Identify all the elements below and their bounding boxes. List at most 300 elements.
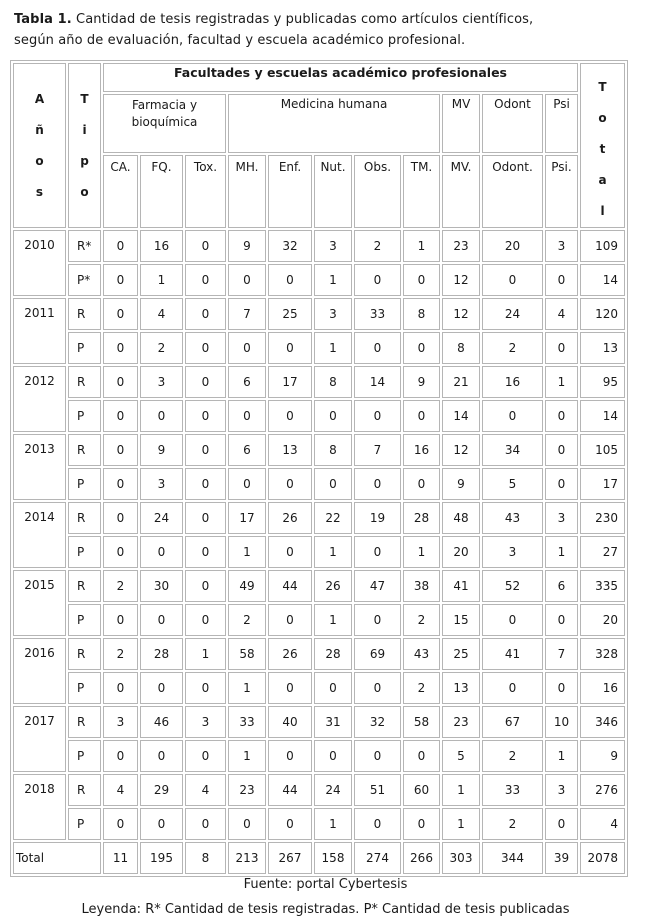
value-cell: 5 xyxy=(482,468,543,500)
table-caption xyxy=(14,9,644,51)
tipo-letter: i xyxy=(82,122,87,137)
anos-letter: s xyxy=(35,184,44,199)
value-cell: 0 xyxy=(185,468,226,500)
value-cell: 1 xyxy=(442,774,480,806)
value-cell: 28 xyxy=(403,502,440,534)
value-cell: 60 xyxy=(403,774,440,806)
value-cell: 0 xyxy=(140,604,183,636)
value-cell: 0 xyxy=(140,740,183,772)
value-cell: 0 xyxy=(268,808,312,840)
row-total-cell: 4 xyxy=(580,808,625,840)
value-cell: 0 xyxy=(482,604,543,636)
value-cell: 43 xyxy=(403,638,440,670)
source-note: Fuente: portal Cybertesis xyxy=(243,877,408,892)
value-cell: 49 xyxy=(228,570,266,602)
value-cell: 0 xyxy=(103,400,138,432)
year-cell: 2014 xyxy=(13,502,66,568)
value-cell: 3 xyxy=(314,298,352,330)
year-cell: 2011 xyxy=(13,298,66,364)
total-value-cell: 8 xyxy=(185,842,226,874)
value-cell: 4 xyxy=(103,774,138,806)
value-cell: 58 xyxy=(228,638,266,670)
row-total-cell: 27 xyxy=(580,536,625,568)
table-row xyxy=(13,706,625,738)
tipo-letter: p xyxy=(80,153,89,168)
type-cell: R xyxy=(68,706,101,738)
caption-label: Tabla 1. xyxy=(14,12,72,27)
total-value-cell: 274 xyxy=(354,842,401,874)
value-cell: 0 xyxy=(403,468,440,500)
total-value-cell: 213 xyxy=(228,842,266,874)
table-row xyxy=(13,672,625,704)
value-cell: 0 xyxy=(403,332,440,364)
column-header-row xyxy=(13,155,625,228)
value-cell: 0 xyxy=(545,264,578,296)
type-cell: R xyxy=(68,774,101,806)
value-cell: 3 xyxy=(140,468,183,500)
year-cell: 2018 xyxy=(13,774,66,840)
value-cell: 46 xyxy=(140,706,183,738)
value-cell: 28 xyxy=(314,638,352,670)
value-cell: 8 xyxy=(442,332,480,364)
type-cell: P xyxy=(68,468,101,500)
value-cell: 69 xyxy=(354,638,401,670)
value-cell: 9 xyxy=(403,366,440,398)
value-cell: 0 xyxy=(268,468,312,500)
value-cell: 41 xyxy=(442,570,480,602)
total-value-cell: 11 xyxy=(103,842,138,874)
value-cell: 2 xyxy=(228,604,266,636)
value-cell: 0 xyxy=(228,400,266,432)
value-cell: 12 xyxy=(442,264,480,296)
table-row xyxy=(13,264,625,296)
value-cell: 0 xyxy=(403,264,440,296)
value-cell: 33 xyxy=(482,774,543,806)
table-row xyxy=(13,536,625,568)
anos-letter: ñ xyxy=(35,122,44,137)
tipo-header xyxy=(68,63,101,228)
caption-text-line2: según año de evaluación, facultad y escuela académico profesional. xyxy=(14,33,466,48)
total-letter: o xyxy=(598,111,607,125)
row-total-cell: 105 xyxy=(580,434,625,466)
value-cell: 6 xyxy=(228,366,266,398)
value-cell: 7 xyxy=(228,298,266,330)
value-cell: 2 xyxy=(354,230,401,262)
table-wrapper xyxy=(10,60,628,877)
type-cell: P xyxy=(68,604,101,636)
type-cell: R xyxy=(68,298,101,330)
value-cell: 14 xyxy=(354,366,401,398)
value-cell: 1 xyxy=(228,740,266,772)
type-cell: P xyxy=(68,808,101,840)
value-cell: 0 xyxy=(103,672,138,704)
value-cell: 1 xyxy=(403,230,440,262)
value-cell: 0 xyxy=(103,740,138,772)
value-cell: 13 xyxy=(442,672,480,704)
value-cell: 3 xyxy=(314,230,352,262)
value-cell: 34 xyxy=(482,434,543,466)
value-cell: 33 xyxy=(354,298,401,330)
value-cell: 0 xyxy=(103,604,138,636)
value-cell: 6 xyxy=(545,570,578,602)
value-cell: 8 xyxy=(314,366,352,398)
value-cell: 0 xyxy=(185,604,226,636)
value-cell: 2 xyxy=(482,740,543,772)
value-cell: 44 xyxy=(268,774,312,806)
value-cell: 1 xyxy=(314,536,352,568)
thesis-table xyxy=(10,60,628,877)
value-cell: 1 xyxy=(442,808,480,840)
row-total-cell: 335 xyxy=(580,570,625,602)
value-cell: 0 xyxy=(103,502,138,534)
value-cell: 0 xyxy=(545,604,578,636)
value-cell: 30 xyxy=(140,570,183,602)
type-cell: P* xyxy=(68,264,101,296)
row-total-cell: 346 xyxy=(580,706,625,738)
column-header: MV. xyxy=(442,155,480,228)
value-cell: 0 xyxy=(545,332,578,364)
anos-letter: A xyxy=(34,91,45,106)
column-header: Tox. xyxy=(185,155,226,228)
table-row xyxy=(13,774,625,806)
value-cell: 1 xyxy=(228,536,266,568)
value-cell: 0 xyxy=(354,536,401,568)
type-cell: R xyxy=(68,638,101,670)
value-cell: 28 xyxy=(140,638,183,670)
value-cell: 0 xyxy=(185,570,226,602)
column-header: FQ. xyxy=(140,155,183,228)
column-header: Enf. xyxy=(268,155,312,228)
column-header: Obs. xyxy=(354,155,401,228)
value-cell: 14 xyxy=(442,400,480,432)
value-cell: 0 xyxy=(545,434,578,466)
value-cell: 0 xyxy=(354,808,401,840)
value-cell: 22 xyxy=(314,502,352,534)
value-cell: 26 xyxy=(268,638,312,670)
value-cell: 0 xyxy=(140,808,183,840)
value-cell: 47 xyxy=(354,570,401,602)
table-row xyxy=(13,570,625,602)
value-cell: 0 xyxy=(103,264,138,296)
value-cell: 0 xyxy=(545,400,578,432)
group-psi: Psi xyxy=(545,94,578,153)
total-letter: t xyxy=(599,142,606,156)
value-cell: 0 xyxy=(185,298,226,330)
value-cell: 23 xyxy=(442,230,480,262)
value-cell: 1 xyxy=(545,536,578,568)
year-cell: 2017 xyxy=(13,706,66,772)
total-value-cell: 266 xyxy=(403,842,440,874)
total-row xyxy=(13,842,625,874)
row-total-cell: 95 xyxy=(580,366,625,398)
value-cell: 0 xyxy=(185,672,226,704)
value-cell: 0 xyxy=(103,536,138,568)
value-cell: 0 xyxy=(314,468,352,500)
value-cell: 13 xyxy=(268,434,312,466)
table-row xyxy=(13,740,625,772)
value-cell: 0 xyxy=(228,468,266,500)
value-cell: 15 xyxy=(442,604,480,636)
value-cell: 32 xyxy=(354,706,401,738)
value-cell: 2 xyxy=(103,570,138,602)
value-cell: 9 xyxy=(228,230,266,262)
value-cell: 1 xyxy=(228,672,266,704)
value-cell: 16 xyxy=(482,366,543,398)
value-cell: 21 xyxy=(442,366,480,398)
value-cell: 23 xyxy=(442,706,480,738)
value-cell: 0 xyxy=(185,332,226,364)
value-cell: 0 xyxy=(314,400,352,432)
table-row xyxy=(13,434,625,466)
value-cell: 5 xyxy=(442,740,480,772)
value-cell: 24 xyxy=(140,502,183,534)
value-cell: 0 xyxy=(103,468,138,500)
type-cell: R xyxy=(68,366,101,398)
value-cell: 48 xyxy=(442,502,480,534)
value-cell: 0 xyxy=(140,672,183,704)
value-cell: 17 xyxy=(228,502,266,534)
value-cell: 8 xyxy=(403,298,440,330)
anos-letter: o xyxy=(35,153,44,168)
row-total-cell: 230 xyxy=(580,502,625,534)
row-total-cell: 328 xyxy=(580,638,625,670)
value-cell: 2 xyxy=(140,332,183,364)
total-value-cell: 195 xyxy=(140,842,183,874)
total-letter: l xyxy=(600,204,605,218)
row-total-cell: 120 xyxy=(580,298,625,330)
value-cell: 0 xyxy=(103,434,138,466)
total-header xyxy=(580,63,625,228)
value-cell: 3 xyxy=(103,706,138,738)
value-cell: 32 xyxy=(268,230,312,262)
type-cell: P xyxy=(68,400,101,432)
value-cell: 0 xyxy=(403,740,440,772)
value-cell: 0 xyxy=(354,604,401,636)
value-cell: 0 xyxy=(314,740,352,772)
group-odont: Odont xyxy=(482,94,543,153)
row-total-cell: 16 xyxy=(580,672,625,704)
value-cell: 0 xyxy=(354,264,401,296)
tipo-letter: T xyxy=(80,91,89,106)
year-cell: 2013 xyxy=(13,434,66,500)
total-value-cell: 158 xyxy=(314,842,352,874)
value-cell: 1 xyxy=(185,638,226,670)
value-cell: 26 xyxy=(314,570,352,602)
row-total-cell: 9 xyxy=(580,740,625,772)
value-cell: 0 xyxy=(314,672,352,704)
column-header: CA. xyxy=(103,155,138,228)
value-cell: 7 xyxy=(354,434,401,466)
value-cell: 67 xyxy=(482,706,543,738)
type-cell: R xyxy=(68,570,101,602)
value-cell: 24 xyxy=(482,298,543,330)
value-cell: 31 xyxy=(314,706,352,738)
value-cell: 0 xyxy=(268,400,312,432)
value-cell: 12 xyxy=(442,298,480,330)
value-cell: 19 xyxy=(354,502,401,534)
value-cell: 12 xyxy=(442,434,480,466)
caption-text-line1: Cantidad de tesis registradas y publicadas como artículos científicos, xyxy=(76,12,534,27)
value-cell: 0 xyxy=(185,400,226,432)
value-cell: 0 xyxy=(228,264,266,296)
row-total-cell: 109 xyxy=(580,230,625,262)
value-cell: 0 xyxy=(545,468,578,500)
value-cell: 0 xyxy=(268,264,312,296)
value-cell: 44 xyxy=(268,570,312,602)
value-cell: 0 xyxy=(545,672,578,704)
value-cell: 0 xyxy=(185,502,226,534)
value-cell: 1 xyxy=(314,808,352,840)
value-cell: 3 xyxy=(545,230,578,262)
type-cell: P xyxy=(68,332,101,364)
value-cell: 9 xyxy=(442,468,480,500)
value-cell: 0 xyxy=(185,740,226,772)
total-label-cell: Total xyxy=(13,842,101,874)
value-cell: 3 xyxy=(185,706,226,738)
value-cell: 2 xyxy=(482,332,543,364)
value-cell: 8 xyxy=(314,434,352,466)
value-cell: 1 xyxy=(314,264,352,296)
total-vertical-label xyxy=(581,72,624,227)
value-cell: 0 xyxy=(268,536,312,568)
row-total-cell: 17 xyxy=(580,468,625,500)
table-row xyxy=(13,230,625,262)
value-cell: 51 xyxy=(354,774,401,806)
value-cell: 1 xyxy=(314,332,352,364)
value-cell: 16 xyxy=(140,230,183,262)
column-header: Psi. xyxy=(545,155,578,228)
value-cell: 25 xyxy=(268,298,312,330)
table-row xyxy=(13,298,625,330)
value-cell: 0 xyxy=(354,468,401,500)
value-cell: 41 xyxy=(482,638,543,670)
table-row xyxy=(13,332,625,364)
year-cell: 2012 xyxy=(13,366,66,432)
value-cell: 0 xyxy=(185,434,226,466)
value-cell: 0 xyxy=(268,672,312,704)
value-cell: 1 xyxy=(314,604,352,636)
year-cell: 2016 xyxy=(13,638,66,704)
row-total-cell: 276 xyxy=(580,774,625,806)
value-cell: 43 xyxy=(482,502,543,534)
value-cell: 0 xyxy=(545,808,578,840)
value-cell: 2 xyxy=(482,808,543,840)
value-cell: 0 xyxy=(140,536,183,568)
value-cell: 3 xyxy=(482,536,543,568)
value-cell: 25 xyxy=(442,638,480,670)
value-cell: 3 xyxy=(545,774,578,806)
row-total-cell: 14 xyxy=(580,264,625,296)
total-letter: T xyxy=(598,80,607,94)
table-row xyxy=(13,468,625,500)
value-cell: 20 xyxy=(482,230,543,262)
tipo-vertical-label xyxy=(69,84,100,208)
tipo-letter: o xyxy=(80,184,89,199)
value-cell: 23 xyxy=(228,774,266,806)
value-cell: 0 xyxy=(482,264,543,296)
value-cell: 2 xyxy=(103,638,138,670)
value-cell: 1 xyxy=(140,264,183,296)
value-cell: 3 xyxy=(140,366,183,398)
value-cell: 40 xyxy=(268,706,312,738)
value-cell: 1 xyxy=(545,740,578,772)
table-row xyxy=(13,604,625,636)
total-value-cell: 267 xyxy=(268,842,312,874)
table-row xyxy=(13,808,625,840)
value-cell: 0 xyxy=(354,332,401,364)
value-cell: 4 xyxy=(140,298,183,330)
value-cell: 0 xyxy=(354,400,401,432)
value-cell: 4 xyxy=(545,298,578,330)
value-cell: 7 xyxy=(545,638,578,670)
grand-total-cell: 2078 xyxy=(580,842,625,874)
column-header: Odont. xyxy=(482,155,543,228)
value-cell: 0 xyxy=(482,672,543,704)
table-row xyxy=(13,502,625,534)
value-cell: 29 xyxy=(140,774,183,806)
value-cell: 24 xyxy=(314,774,352,806)
year-cell: 2015 xyxy=(13,570,66,636)
value-cell: 10 xyxy=(545,706,578,738)
row-total-cell: 20 xyxy=(580,604,625,636)
value-cell: 0 xyxy=(354,672,401,704)
row-total-cell: 14 xyxy=(580,400,625,432)
value-cell: 0 xyxy=(103,230,138,262)
value-cell: 0 xyxy=(228,808,266,840)
type-cell: R xyxy=(68,434,101,466)
legend-note: Leyenda: R* Cantidad de tesis registradas. P* Cantidad de tesis publicadas xyxy=(81,902,570,917)
table-row xyxy=(13,638,625,670)
value-cell: 26 xyxy=(268,502,312,534)
value-cell: 0 xyxy=(140,400,183,432)
type-cell: P xyxy=(68,740,101,772)
value-cell: 16 xyxy=(403,434,440,466)
value-cell: 0 xyxy=(103,808,138,840)
value-cell: 6 xyxy=(228,434,266,466)
value-cell: 0 xyxy=(482,400,543,432)
type-cell: P xyxy=(68,536,101,568)
value-cell: 0 xyxy=(354,740,401,772)
faculties-header: Facultades y escuelas académico profesionales xyxy=(103,63,578,92)
value-cell: 0 xyxy=(268,604,312,636)
value-cell: 1 xyxy=(403,536,440,568)
value-cell: 3 xyxy=(545,502,578,534)
value-cell: 52 xyxy=(482,570,543,602)
value-cell: 0 xyxy=(185,264,226,296)
total-letter: a xyxy=(598,173,607,187)
value-cell: 0 xyxy=(268,740,312,772)
value-cell: 0 xyxy=(103,298,138,330)
table-row xyxy=(13,366,625,398)
value-cell: 0 xyxy=(185,808,226,840)
column-header: MH. xyxy=(228,155,266,228)
group-medicina: Medicina humana xyxy=(228,94,440,153)
type-cell: P xyxy=(68,672,101,704)
value-cell: 0 xyxy=(185,230,226,262)
column-header: Nut. xyxy=(314,155,352,228)
column-header: TM. xyxy=(403,155,440,228)
value-cell: 0 xyxy=(268,332,312,364)
group-farmacia: Farmacia y bioquímica xyxy=(103,94,226,153)
value-cell: 0 xyxy=(185,536,226,568)
value-cell: 9 xyxy=(140,434,183,466)
type-cell: R xyxy=(68,502,101,534)
value-cell: 0 xyxy=(228,332,266,364)
value-cell: 1 xyxy=(545,366,578,398)
table-row xyxy=(13,400,625,432)
total-value-cell: 344 xyxy=(482,842,543,874)
group-mv: MV xyxy=(442,94,480,153)
